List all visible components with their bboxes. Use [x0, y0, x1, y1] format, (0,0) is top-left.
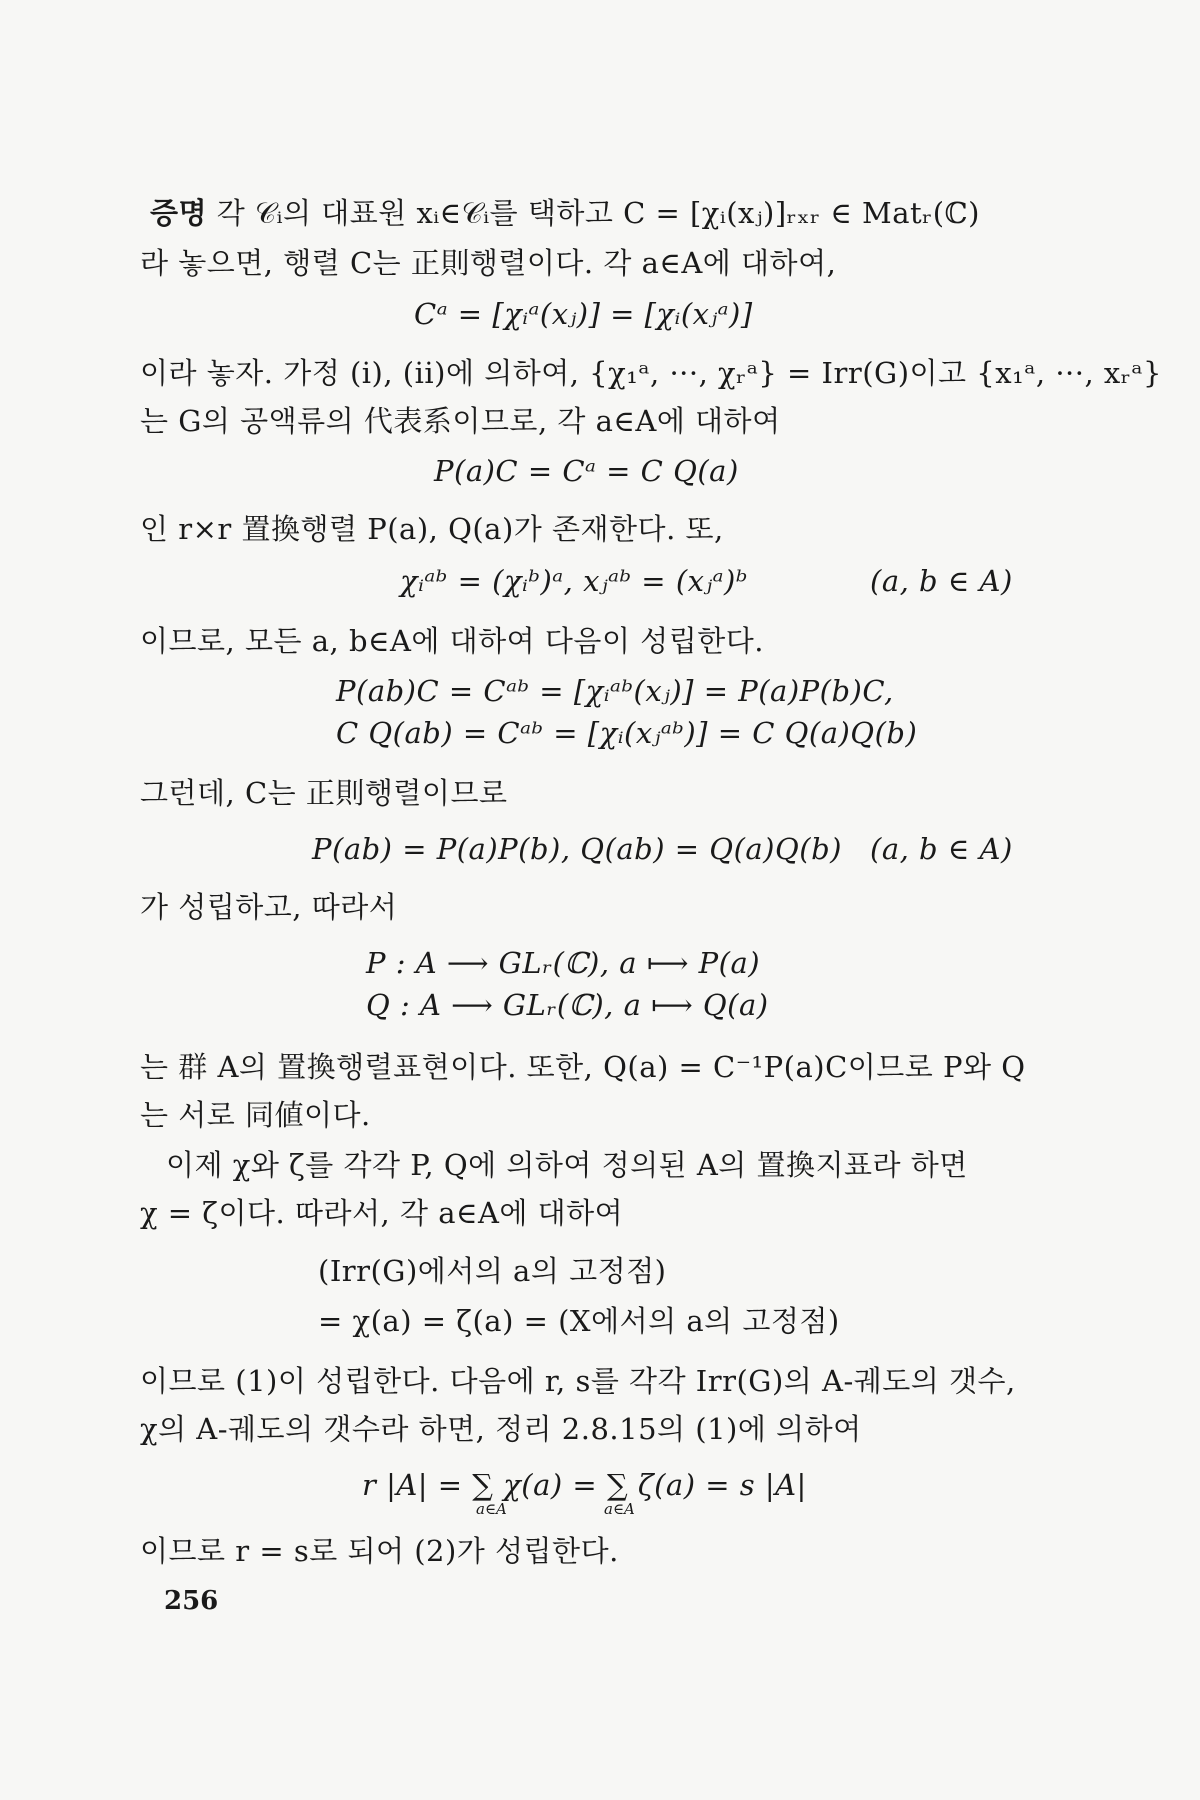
equation-chi-action: χᵢᵃᵇ = (χᵢᵇ)ᵃ, xⱼᵃᵇ = (xⱼᵃ)ᵇ	[400, 564, 748, 598]
equation-hom-2: C Q(ab) = Cᵃᵇ = [χᵢ(xⱼᵃᵇ)] = C Q(a)Q(b)	[336, 716, 918, 750]
proof-line-9: 는 群 A의 置換행렬표현이다. 또한, Q(a) = C⁻¹P(a)C이므로 P와 Q	[140, 1050, 1026, 1084]
proof-line-14: χ의 A-궤도의 갯수라 하면, 정리 2.8.15의 (1)에 의하여	[140, 1412, 862, 1446]
equation-rep-P: P : A ⟶ GLᵣ(ℂ), a ⟼ P(a)	[366, 946, 761, 980]
proof-line-2: 라 놓으면, 행렬 C는 正則행렬이다. 각 a∈A에 대하여,	[140, 246, 837, 280]
equation-mult: P(ab) = P(a)P(b), Q(ab) = Q(a)Q(b)	[312, 832, 842, 866]
sum-subscript-2: a∈A	[604, 1500, 635, 1518]
equation-sum: r |A| = ∑ χ(a) = ∑ ζ(a) = s |A|	[362, 1468, 807, 1502]
proof-line-1-text: 각 𝒞ᵢ의 대표원 xᵢ∈𝒞ᵢ를 택하고 C = [χᵢ(xⱼ)]ᵣₓᵣ ∈ Matᵣ(ℂ)	[216, 196, 980, 230]
equation-PQ: P(a)C = Cᵃ = C Q(a)	[434, 454, 739, 488]
proof-line-11: 이제 χ와 ζ를 각각 P, Q에 의하여 정의된 A의 置換지표라 하면	[166, 1148, 968, 1182]
equation-hom-1: P(ab)C = Cᵃᵇ = [χᵢᵃᵇ(xⱼ)] = P(a)P(b)C,	[336, 674, 894, 708]
equation-chi-condition: (a, b ∈ A)	[870, 564, 1013, 598]
proof-line-8: 가 성립하고, 따라서	[140, 890, 398, 924]
proof-line-12: χ = ζ이다. 따라서, 각 a∈A에 대하여	[140, 1196, 624, 1230]
proof-line-15: 이므로 r = s로 되어 (2)가 성립한다.	[140, 1534, 619, 1568]
proof-line-1	[150, 194, 980, 232]
equation-C-a: Cᵃ = [χᵢᵃ(xⱼ)] = [χᵢ(xⱼᵃ)]	[414, 297, 753, 331]
equation-fixed-2: = χ(a) = ζ(a) = (X에서의 a의 고정점)	[318, 1304, 840, 1338]
equation-mult-condition: (a, b ∈ A)	[870, 832, 1013, 866]
proof-line-5: 인 r×r 置換행렬 P(a), Q(a)가 존재한다. 또,	[140, 512, 724, 546]
proof-line-7: 그런데, C는 正則행렬이므로	[140, 776, 508, 810]
equation-rep-Q: Q : A ⟶ GLᵣ(ℂ), a ⟼ Q(a)	[366, 988, 769, 1022]
proof-line-4: 는 G의 공액류의 代表系이므로, 각 a∈A에 대하여	[140, 404, 781, 438]
page-number: 256	[164, 1586, 219, 1616]
equation-fixed-1: (Irr(G)에서의 a의 고정점)	[318, 1254, 667, 1288]
sum-subscript-1: a∈A	[476, 1500, 507, 1518]
proof-line-10: 는 서로 同値이다.	[140, 1098, 371, 1132]
proof-heading: 증명	[150, 196, 208, 230]
proof-line-13: 이므로 (1)이 성립한다. 다음에 r, s를 각각 Irr(G)의 A-궤도의 갯수,	[140, 1364, 1016, 1398]
proof-line-3: 이라 놓자. 가정 (i), (ii)에 의하여, {χ₁ᵃ, ···, χᵣᵃ} = Irr(G)이고 {x₁ᵃ, ···, xᵣᵃ}	[140, 356, 1162, 390]
proof-line-6: 이므로, 모든 a, b∈A에 대하여 다음이 성립한다.	[140, 624, 764, 658]
